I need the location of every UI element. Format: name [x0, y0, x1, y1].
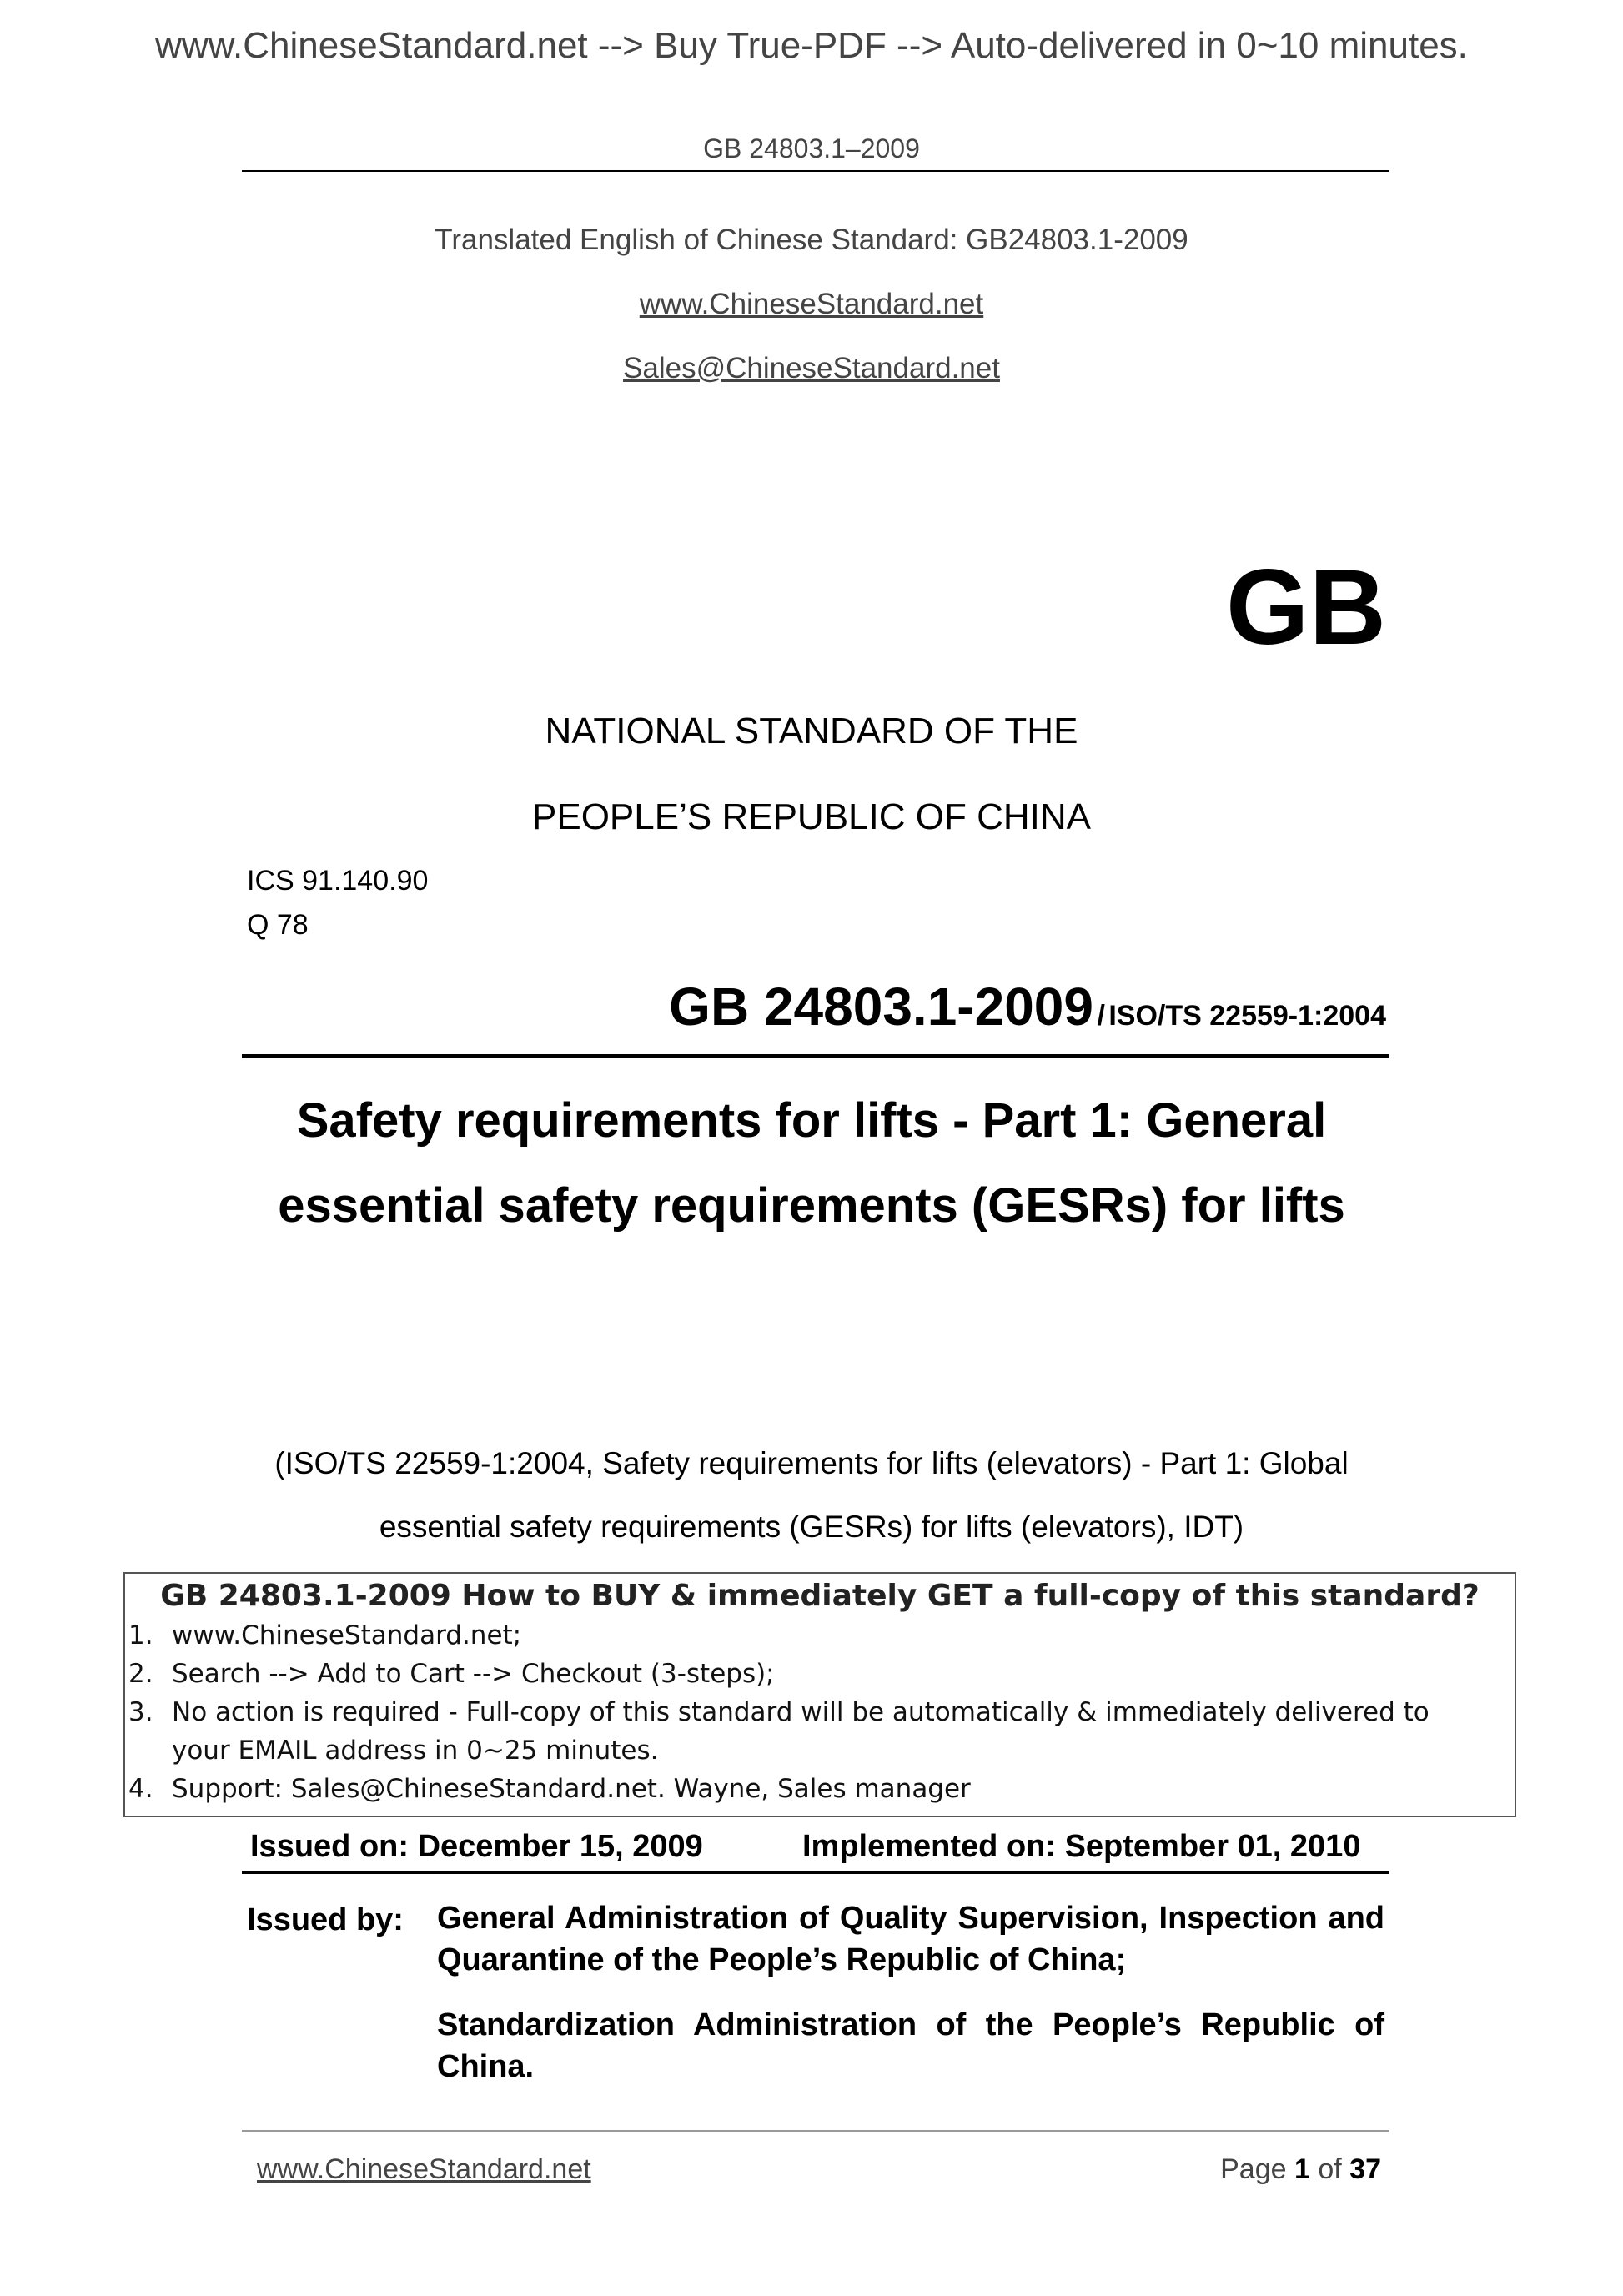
issuer-2: Standardization Administration of the People’s Republic of China. — [437, 2007, 1384, 2084]
buy-step-3-continued: your EMAIL address in 0~25 minutes. — [172, 1736, 659, 1766]
translated-note: Translated English of Chinese Standard: GB24803.1-2009 — [435, 224, 1188, 256]
gb-mark: GB — [1226, 548, 1386, 667]
standard-number-main: GB 24803.1-2009 — [669, 977, 1093, 1037]
dates-rule — [242, 1871, 1389, 1874]
page-number: 1 — [1294, 2153, 1310, 2185]
buy-step-4[interactable]: 4. Support: Sales@ChineseStandard.net. Wayne, Sales manager — [128, 1774, 971, 1804]
issuer-1: General Administration of Quality Supervision, Inspection and Quarantine of the People’s Republic of China; — [437, 1901, 1384, 1977]
standard-rule — [242, 1054, 1389, 1058]
sales-link-container — [0, 352, 1623, 385]
sales-email-link[interactable]: Sales@ChineseStandard.net — [623, 352, 1000, 384]
buy-instructions-box — [123, 1572, 1516, 1817]
footer-site-link[interactable]: www.ChineseStandard.net — [257, 2153, 591, 2185]
ccs-code: Q 78 — [247, 909, 309, 941]
buy-box-title: GB 24803.1-2009 How to BUY & immediately GET a full-copy of this standard? — [160, 1579, 1480, 1613]
buy-step-1[interactable]: 1. www.ChineseStandard.net; — [128, 1620, 522, 1650]
footer-rule — [242, 2130, 1389, 2132]
national-standard-line-2: PEOPLE’S REPUBLIC OF CHINA — [532, 796, 1091, 837]
site-link-container — [0, 288, 1623, 321]
national-standard-line-1: NATIONAL STANDARD OF THE — [545, 711, 1078, 751]
top-banner: www.ChineseStandard.net --> Buy True-PDF --> Auto-delivered in 0~10 minutes. — [155, 25, 1468, 66]
header-standard-code: GB 24803.1–2009 — [703, 133, 920, 163]
dates-row — [250, 1829, 1361, 1865]
document-title-line-1: Safety requirements for lifts - Part 1: General — [296, 1093, 1327, 1148]
standard-equivalent: ISO/TS 22559-1:2004 — [1108, 1000, 1386, 1032]
standard-separator: / — [1097, 1000, 1105, 1032]
footer-site-container — [257, 2153, 591, 2186]
implemented-date: Implemented on: September 01, 2010 — [802, 1829, 1361, 1864]
issued-by-label: Issued by: — [247, 1902, 404, 1937]
header-rule — [242, 170, 1389, 172]
page-indicator: Page 1 of 37 — [1220, 2153, 1381, 2185]
buy-step-3: 3. No action is required - Full-copy of this standard will be automatically & immediately delivered to — [128, 1697, 1430, 1727]
document-title-line-2: essential safety requirements (GESRs) for lifts — [278, 1178, 1345, 1233]
standard-number — [669, 976, 1386, 1037]
iso-note-line-2: essential safety requirements (GESRs) for lifts (elevators), IDT) — [379, 1510, 1244, 1544]
ics-code: ICS 91.140.90 — [247, 865, 429, 897]
site-link[interactable]: www.ChineseStandard.net — [639, 288, 984, 320]
buy-step-2: 2. Search --> Add to Cart --> Checkout (3-steps); — [128, 1659, 775, 1689]
issued-date: Issued on: December 15, 2009 — [250, 1829, 703, 1864]
page-total: 37 — [1349, 2153, 1381, 2185]
iso-note-line-1: (ISO/TS 22559-1:2004, Safety requirements for lifts (elevators) - Part 1: Global — [274, 1446, 1349, 1480]
